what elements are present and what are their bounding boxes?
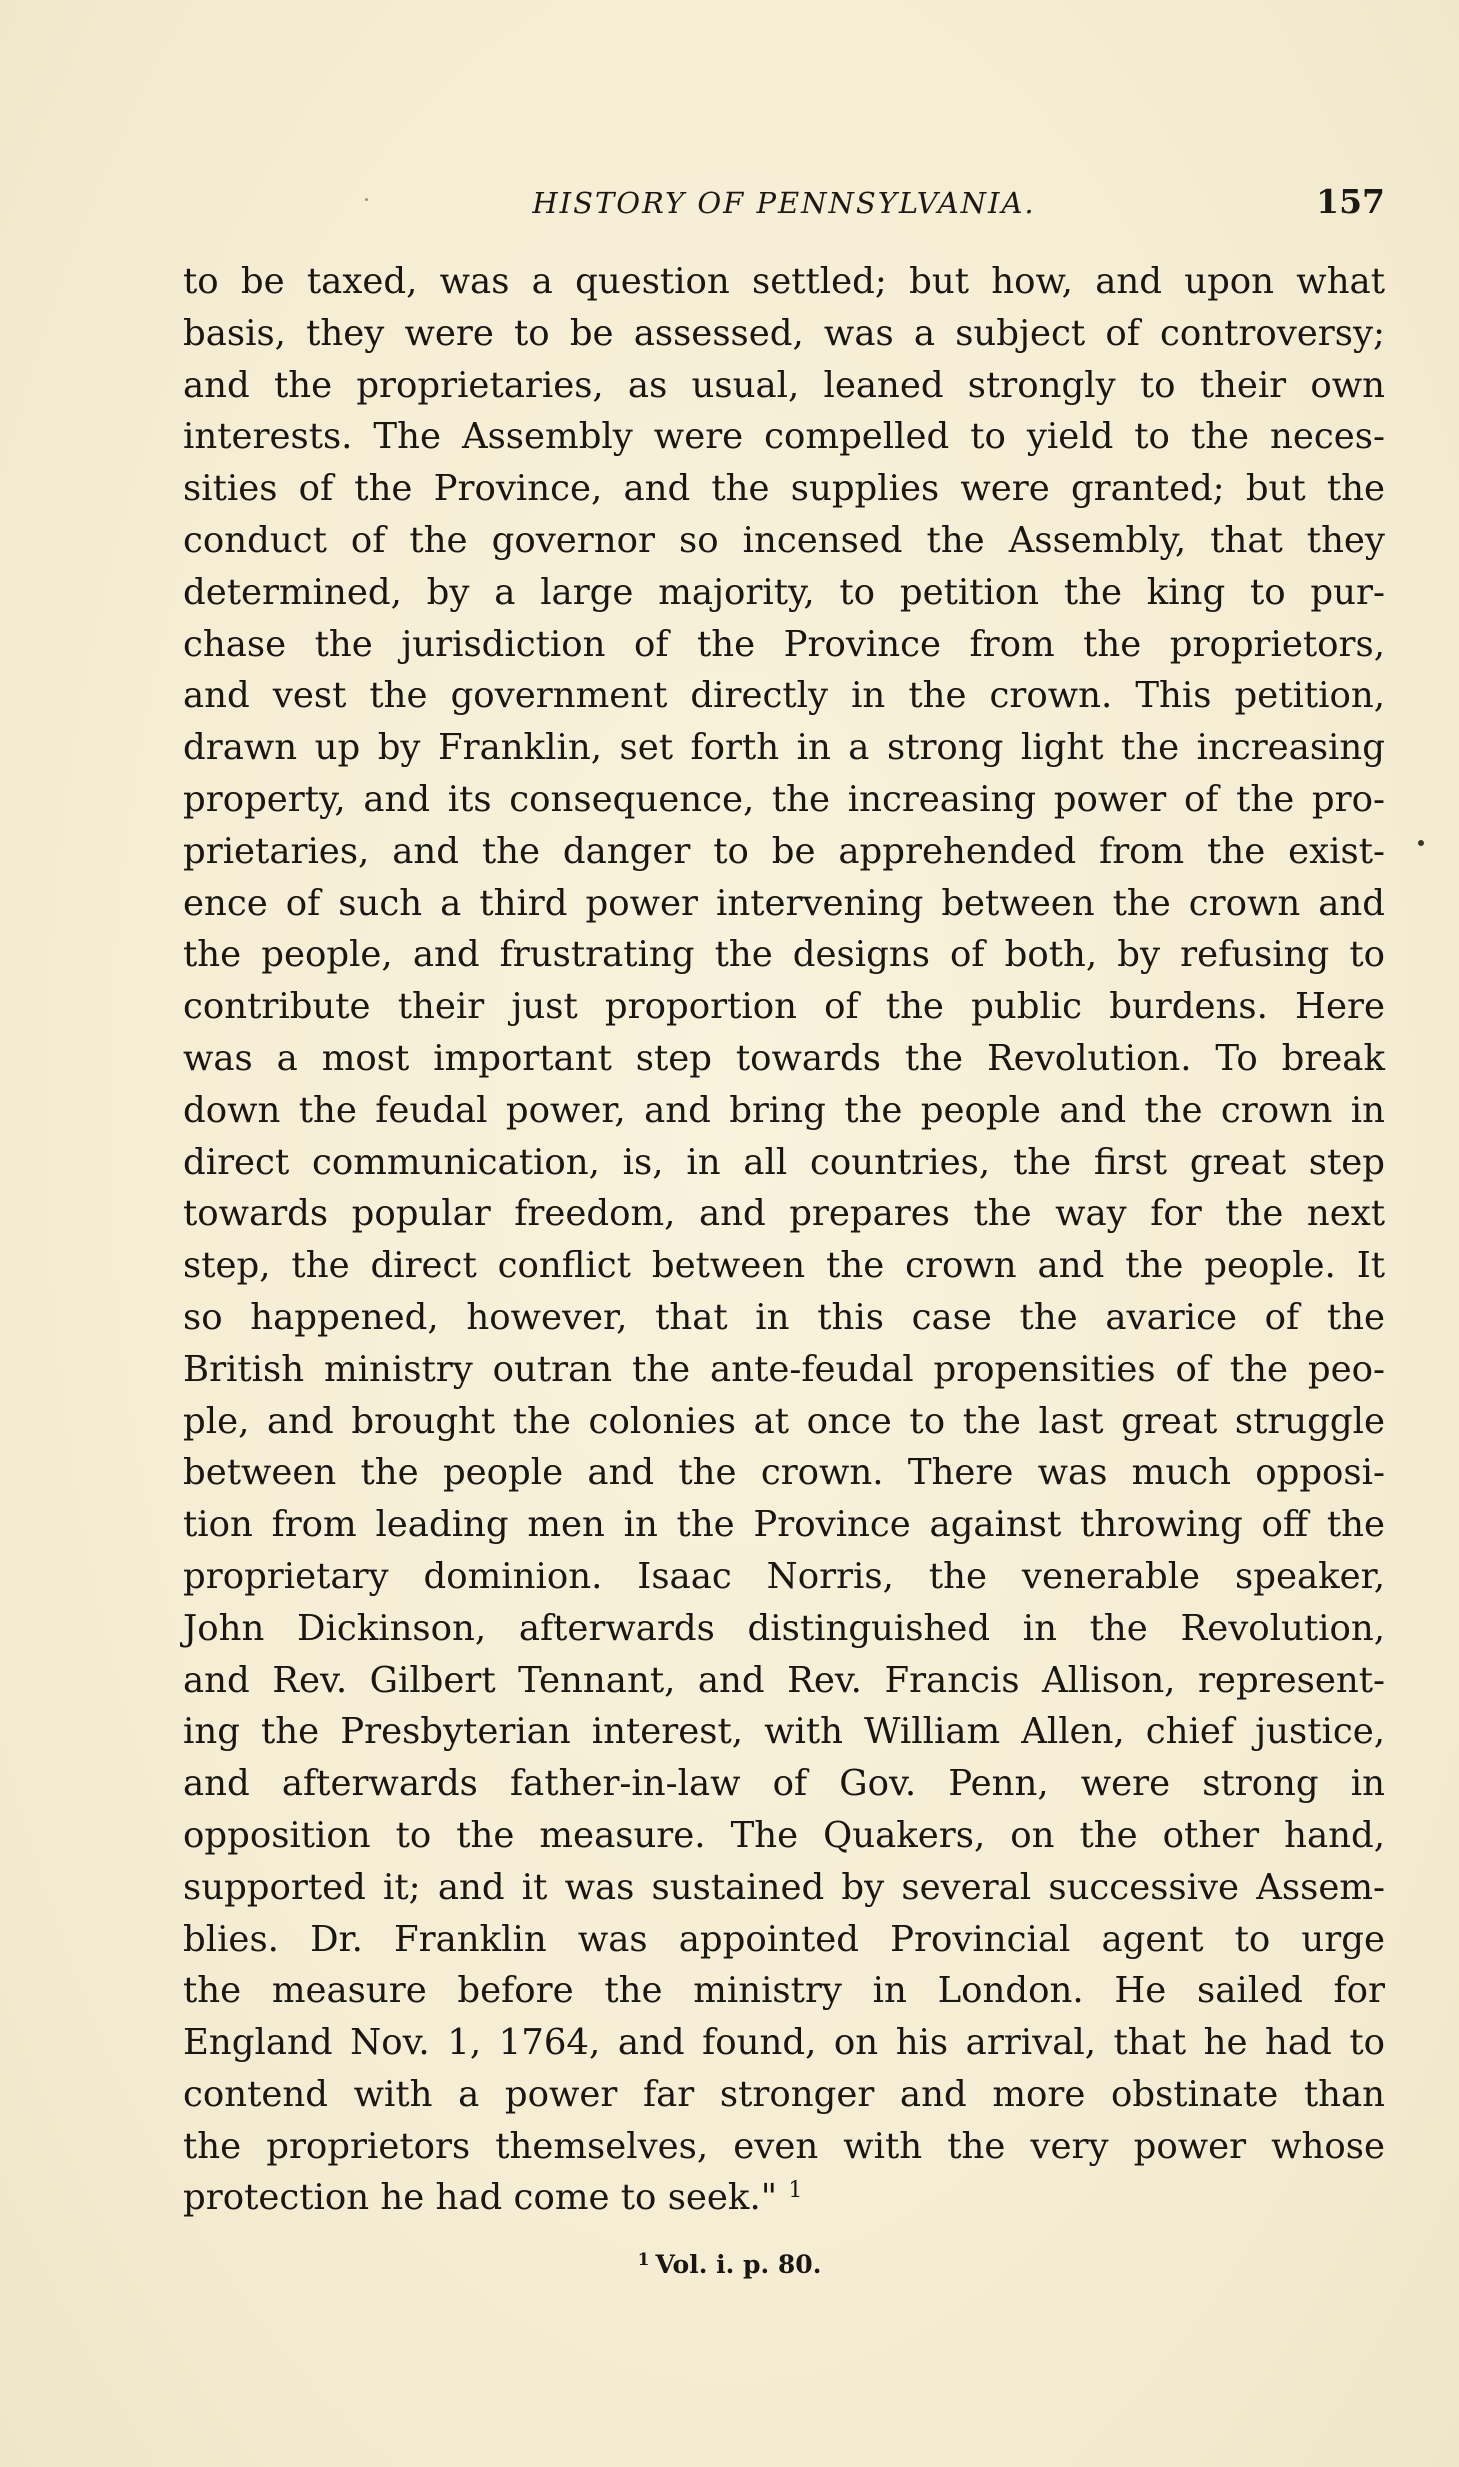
text-line: prietaries, and the danger to be apprehended from the exist- bbox=[183, 830, 1385, 872]
text-line: protection he had come to seek." $^1$ bbox=[183, 2177, 803, 2219]
text-line: direct communication, is, in all countries, the first great step bbox=[183, 1141, 1385, 1183]
text-line: ence of such a third power intervening between the crown and bbox=[183, 882, 1385, 924]
margin-mark bbox=[1418, 840, 1424, 846]
text-line: step, the direct conflict between the crown and the people. It bbox=[183, 1245, 1385, 1287]
footnote-marker: 1 bbox=[637, 2250, 650, 2270]
page-number: 157 bbox=[1316, 182, 1385, 221]
text-line: chase the jurisdiction of the Province from the proprietors, bbox=[183, 623, 1385, 665]
text-line: was a most important step towards the Revolution. To break bbox=[183, 1037, 1385, 1079]
text-line: contend with a power far stronger and more obstinate than bbox=[183, 2073, 1385, 2115]
text-line: property, and its consequence, the increasing power of the pro- bbox=[183, 778, 1385, 820]
text-line: ing the Presbyterian interest, with William Allen, chief justice, bbox=[183, 1711, 1385, 1753]
text-line: and the proprietaries, as usual, leaned strongly to their own bbox=[183, 364, 1385, 406]
text-line: and afterwards father-in-law of Gov. Penn, were strong in bbox=[183, 1763, 1385, 1805]
text-line: towards popular freedom, and prepares the way for the next bbox=[183, 1193, 1385, 1235]
text-line: conduct of the governor so incensed the Assembly, that they bbox=[183, 519, 1385, 561]
text-line: so happened, however, that in this case the avarice of the bbox=[183, 1296, 1385, 1338]
running-header bbox=[183, 178, 1385, 228]
text-line: contribute their just proportion of the public burdens. Here bbox=[183, 986, 1385, 1028]
text-line: interests. The Assembly were compelled to yield to the neces- bbox=[183, 416, 1385, 458]
text-line: sities of the Province, and the supplies were granted; but the bbox=[183, 468, 1385, 510]
text-line: England Nov. 1, 1764, and found, on his arrival, that he had to bbox=[183, 2022, 1385, 2064]
footnote-text: Vol. i. p. 80. bbox=[655, 2250, 822, 2279]
text-line: supported it; and it was sustained by several successive Assem- bbox=[183, 1866, 1385, 1908]
text-line: British ministry outran the ante-feudal propensities of the peo- bbox=[183, 1348, 1385, 1390]
text-line: John Dickinson, afterwards distinguished in the Revolution, bbox=[183, 1607, 1385, 1649]
text-line: basis, they were to be assessed, was a subject of controversy; bbox=[183, 312, 1385, 354]
text-line: the people, and frustrating the designs of both, by refusing to bbox=[183, 934, 1385, 976]
text-line: blies. Dr. Franklin was appointed Provincial agent to urge bbox=[183, 1918, 1385, 1960]
text-line: the measure before the ministry in London. He sailed for bbox=[183, 1970, 1385, 2012]
text-line: drawn up by Franklin, set forth in a strong light the increasing bbox=[183, 727, 1385, 769]
body-paragraph bbox=[183, 256, 1385, 2224]
text-line: ple, and brought the colonies at once to the last great struggle bbox=[183, 1400, 1385, 1442]
text-line: the proprietors themselves, even with the very power whose bbox=[183, 2125, 1385, 2167]
text-line: determined, by a large majority, to petition the king to pur- bbox=[183, 571, 1385, 613]
footnote bbox=[0, 2250, 1459, 2279]
text-line: and Rev. Gilbert Tennant, and Rev. Francis Allison, represent- bbox=[183, 1659, 1385, 1701]
running-title: HISTORY OF PENNSYLVANIA. bbox=[532, 186, 1036, 220]
footnote-reference: 1 bbox=[788, 2178, 803, 2204]
text-line: and vest the government directly in the crown. This petition, bbox=[183, 675, 1385, 717]
text-line: to be taxed, was a question settled; but how, and upon what bbox=[183, 261, 1385, 302]
text-line: between the people and the crown. There was much opposi- bbox=[183, 1452, 1385, 1494]
text-line: down the feudal power, and bring the people and the crown in bbox=[183, 1089, 1385, 1131]
text-line: proprietary dominion. Isaac Norris, the venerable speaker, bbox=[183, 1555, 1385, 1597]
text-line: opposition to the measure. The Quakers, on the other hand, bbox=[183, 1814, 1385, 1856]
text-line: tion from leading men in the Province against throwing off the bbox=[183, 1504, 1385, 1546]
